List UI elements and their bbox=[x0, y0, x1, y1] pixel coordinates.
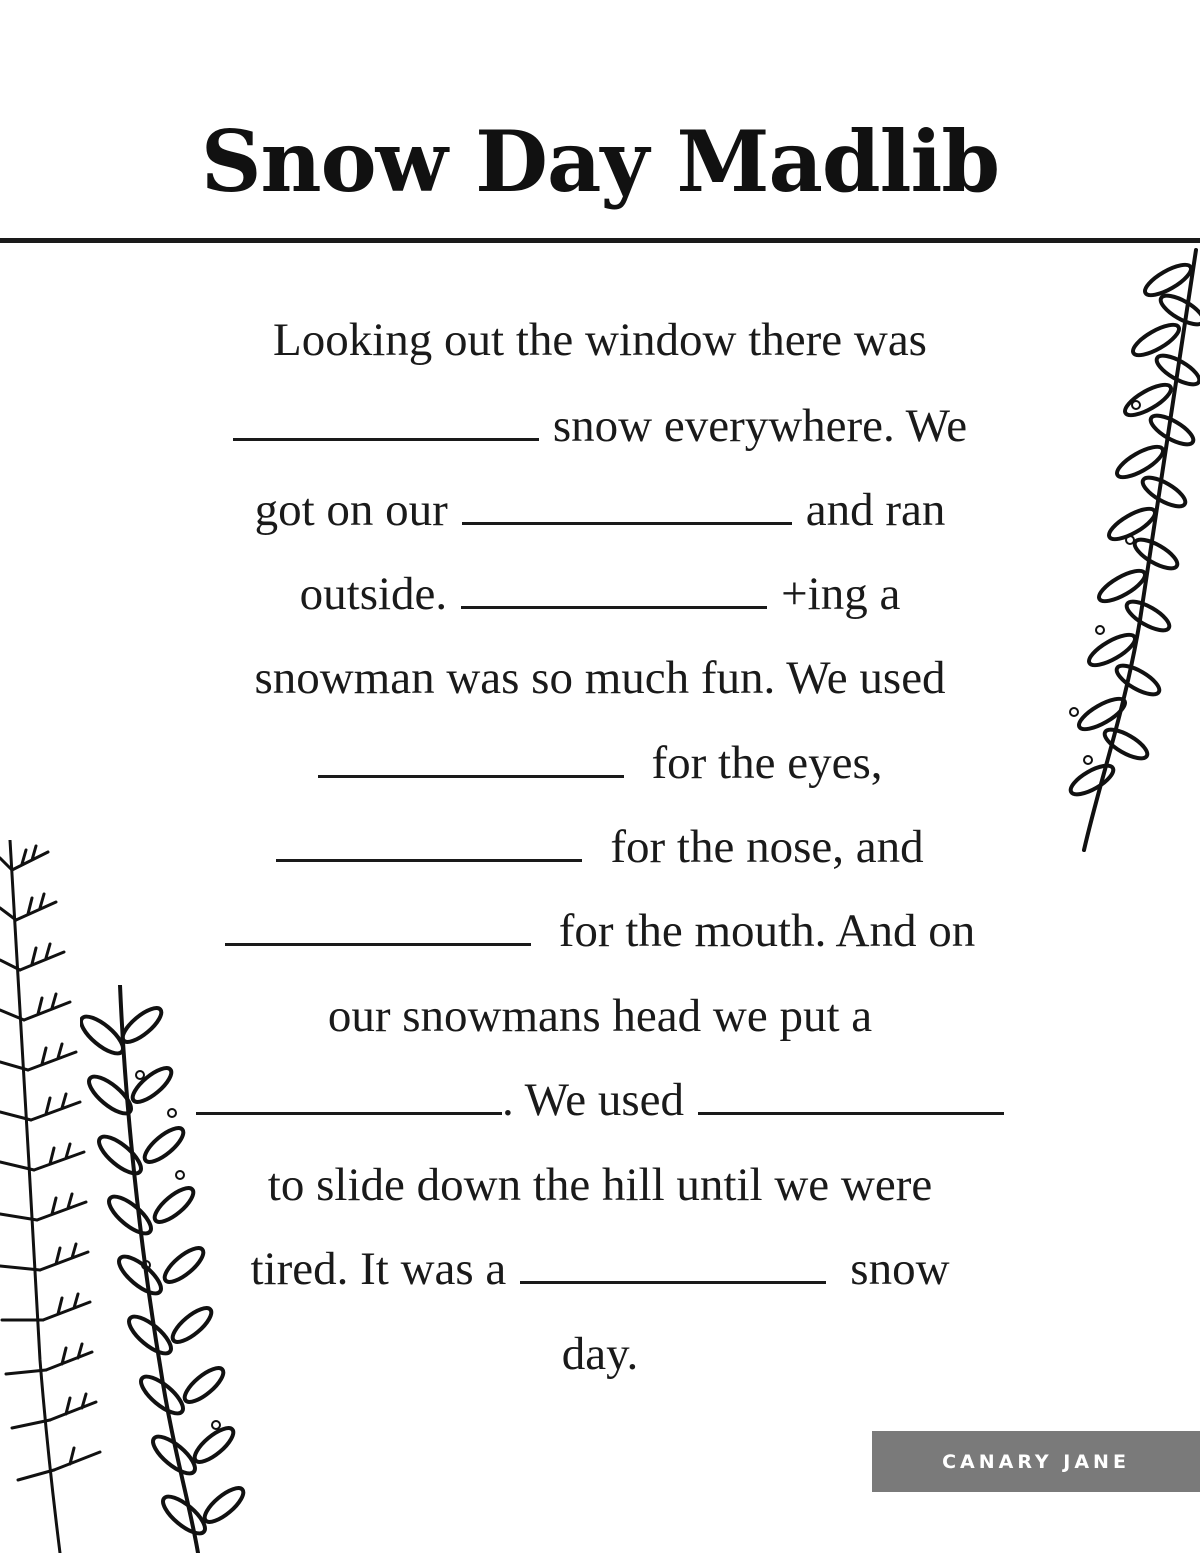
page-title: Snow Day Madlib bbox=[200, 112, 1000, 211]
leaf-vine-icon bbox=[1060, 240, 1200, 860]
story-line bbox=[0, 312, 1200, 368]
story-line bbox=[0, 566, 1200, 622]
brand-badge: CANARY JANE bbox=[872, 1431, 1200, 1492]
title-divider bbox=[0, 238, 1200, 243]
story-text: day. bbox=[561, 1328, 639, 1380]
story-text: to slide down the hill until we were bbox=[267, 1159, 933, 1211]
story-line bbox=[0, 735, 1200, 791]
story-line bbox=[0, 398, 1200, 454]
story-line bbox=[0, 650, 1200, 706]
story-text: tired. It was a bbox=[250, 1243, 507, 1295]
story-line bbox=[0, 482, 1200, 538]
blank-4[interactable] bbox=[318, 735, 624, 778]
blank-6[interactable] bbox=[225, 903, 531, 946]
blank-8[interactable] bbox=[698, 1072, 1004, 1115]
story-text: +ing a bbox=[781, 568, 901, 620]
story-text: snow everywhere. We bbox=[552, 400, 968, 452]
story-text: our snowmans head we put a bbox=[327, 990, 873, 1042]
blank-1[interactable] bbox=[233, 398, 539, 441]
story-text: snow bbox=[850, 1243, 950, 1295]
story-line bbox=[0, 819, 1200, 875]
blank-2[interactable] bbox=[462, 482, 792, 525]
story-text: for the nose, and bbox=[610, 821, 924, 873]
story-text: snowman was so much fun. We used bbox=[254, 652, 946, 704]
story-line bbox=[0, 903, 1200, 959]
blank-9[interactable] bbox=[520, 1241, 826, 1284]
story-text: for the mouth. And on bbox=[558, 905, 976, 957]
story-text: and ran bbox=[805, 484, 946, 536]
blank-3[interactable] bbox=[461, 566, 767, 609]
story-text: outside. bbox=[299, 568, 448, 620]
leaf-vine-icon bbox=[80, 985, 260, 1553]
story-text: Looking out the window there was bbox=[273, 314, 927, 366]
blank-5[interactable] bbox=[276, 819, 582, 862]
story-text: for the eyes, bbox=[651, 737, 883, 789]
story-text: . We used bbox=[501, 1074, 684, 1126]
story-text: got on our bbox=[254, 484, 448, 536]
